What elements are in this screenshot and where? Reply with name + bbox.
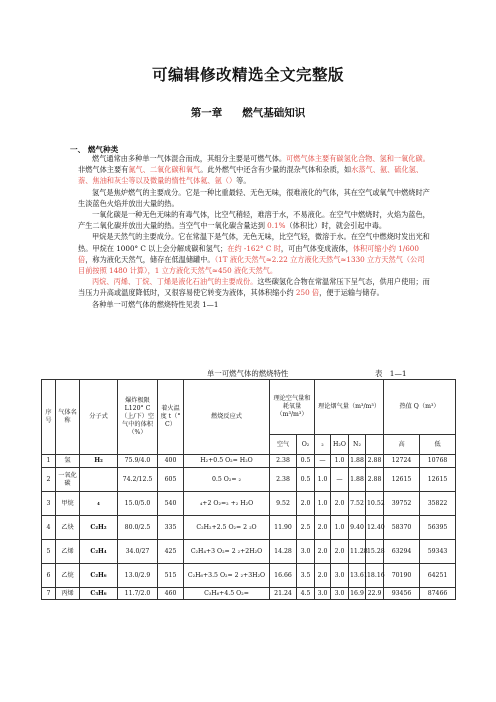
highlighted-text: （1T 液化天然气≈2.22 立方液化天然气≈1330 立方天然气（公司目前按照 1480 计算），1 立方液化天然气≈450 液化天然气。 xyxy=(78,254,425,276)
cell-value: 12724 xyxy=(384,455,420,468)
table-caption-title: 单一可燃气体的燃烧特性 xyxy=(207,369,289,378)
subheader-o2: O₂ xyxy=(297,435,315,455)
cell-value: 3.0 xyxy=(315,588,331,600)
cell-reaction: 0.5 O₂= ₂ xyxy=(184,468,270,492)
cell-value: 2.38 xyxy=(270,468,297,492)
cell-value: 11.28 xyxy=(349,540,366,564)
section-heading: 一、 燃气种类 xyxy=(70,145,119,154)
cell-value: 2.0 xyxy=(331,492,349,516)
subheader-total xyxy=(366,435,384,455)
body-text xyxy=(78,153,430,310)
cell-value: 1.88 xyxy=(349,455,366,468)
cell-value: 15.28 xyxy=(366,540,384,564)
body-paragraph xyxy=(78,187,430,209)
cell-value: 0.5 xyxy=(297,455,315,468)
cell-value: 1.0 xyxy=(315,468,331,492)
cell-value: 7.52 xyxy=(349,492,366,516)
cell-explosion-limit: 34.0/27 xyxy=(118,540,158,564)
body-paragraph xyxy=(78,153,430,187)
paragraph-text: 这些碳氢化合物在常温常压下呈气态，供用户使用；而当压力升高或温度降低时，又很容易使它转变为液体，其体积缩小约 xyxy=(78,277,430,298)
cell-formula: ₄ xyxy=(80,492,118,516)
subheader-co2: ₂ xyxy=(315,435,331,455)
cell-gas-name: 乙烷 xyxy=(56,564,80,588)
cell-seq: 4 xyxy=(42,516,56,540)
cell-formula: C₂H₂ xyxy=(80,516,118,540)
header-theory-flue: 理论烟气量（m³/m³） xyxy=(315,380,384,435)
cell-value: 35822 xyxy=(420,492,456,516)
chapter-number: 第一章 xyxy=(190,107,223,119)
cell-value: 1.0 xyxy=(315,492,331,516)
gas-properties-table xyxy=(41,379,456,600)
cell-ignition-temp: 425 xyxy=(158,540,184,564)
cell-ignition-temp: 335 xyxy=(158,516,184,540)
cell-value: 10768 xyxy=(420,455,456,468)
cell-value: 59343 xyxy=(420,540,456,564)
chapter-heading xyxy=(0,105,496,120)
cell-explosion-limit: 11.7/2.0 xyxy=(118,588,158,600)
chapter-title: 燃气基础知识 xyxy=(242,107,306,119)
table-row xyxy=(42,516,456,540)
highlighted-text: 250 倍 xyxy=(295,288,320,298)
cell-gas-name: 丙烯 xyxy=(56,588,80,600)
highlighted-text: 0.1% xyxy=(267,221,286,231)
cell-seq: 7 xyxy=(42,588,56,600)
subheader-air: 空气 xyxy=(270,435,297,455)
paragraph-text: 一氧化碳是一种无色无味的有毒气体，比空气稍轻，难溶于水，不易液化。在空气中燃烧时，火焰为蓝色，产生二氧化碳并放出大量的热。当空气中一氧化碳含量达到 xyxy=(78,210,430,231)
cell-gas-name: 乙炔 xyxy=(56,516,80,540)
header-explosion-limit: 爆炸极限 L120° C（上/下）空气中的体积（%） xyxy=(118,380,158,455)
cell-value: 9.40 xyxy=(349,516,366,540)
subheader-n2: N₂ xyxy=(349,435,366,455)
cell-gas-name: 乙烯 xyxy=(56,540,80,564)
cell-explosion-limit: 74.2/12.5 xyxy=(118,468,158,492)
paragraph-text: （体积比）时，就会引起中毒。 xyxy=(285,221,387,231)
cell-ignition-temp: 540 xyxy=(158,492,184,516)
subheader-h2o: H₂O xyxy=(331,435,349,455)
cell-value: 12.40 xyxy=(366,516,384,540)
cell-reaction: C₂H₂+2.5 O₂= 2 ₂O xyxy=(184,516,270,540)
cell-reaction: C₂H₄+3 O₂= 2 ₂+2H₂O xyxy=(184,540,270,564)
cell-value: 70190 xyxy=(384,564,420,588)
header-seq: 序号 xyxy=(42,380,56,455)
cell-value: 16.9 xyxy=(349,588,366,600)
cell-value: 2.0 xyxy=(315,564,331,588)
cell-formula: C₂H₆ xyxy=(80,564,118,588)
table-row xyxy=(42,540,456,564)
paragraph-text: ，便于运输与储存。 xyxy=(319,288,384,298)
header-reaction: 燃烧反应式 xyxy=(184,380,270,455)
cell-explosion-limit: 75.9/4.0 xyxy=(118,455,158,468)
cell-gas-name: 氢 xyxy=(56,455,80,468)
cell-seq: 2 xyxy=(42,468,56,492)
paragraph-text: 等。 xyxy=(236,176,251,186)
cell-value: 93456 xyxy=(384,588,420,600)
cell-formula xyxy=(80,468,118,492)
cell-value: 21.24 xyxy=(270,588,297,600)
cell-value: 22.9 xyxy=(366,588,384,600)
cell-value: 16.66 xyxy=(270,564,297,588)
paragraph-text: 燃气通常由多种单一气体混合而成，其组分主要是可燃气体。 xyxy=(92,154,287,163)
highlighted-text: 水蒸气、氨、硫化氢、萘、焦油和灰尘等以及微量的惰性气体氦、氩（） xyxy=(78,165,424,186)
table-row xyxy=(42,455,456,468)
cell-value: 12615 xyxy=(384,468,420,492)
header-ignition-temp: 着火温度 t（° C） xyxy=(158,380,184,455)
highlighted-text: 体积可缩小约 1/600 倍 xyxy=(78,243,419,264)
cell-value: 1.88 xyxy=(349,468,366,492)
cell-explosion-limit: 80.0/2.5 xyxy=(118,516,158,540)
cell-explosion-limit: 13.0/2.9 xyxy=(118,564,158,588)
paragraph-text: ，称为液化天然气，储存在低温储罐中。 xyxy=(85,254,215,264)
cell-value: 9.52 xyxy=(270,492,297,516)
cell-reaction: C₂H₆+3.5 O₂= 2 ₂+3H₂O xyxy=(184,564,270,588)
cell-value: 2.88 xyxy=(366,468,384,492)
paragraph-text: 。此外燃气中还含有少量的混杂气体和杂质，如 xyxy=(200,165,352,175)
cell-value: 87466 xyxy=(420,588,456,600)
cell-explosion-limit: 15.0/5.0 xyxy=(118,492,158,516)
cell-value: 2.0 xyxy=(315,540,331,564)
cell-value: 11.90 xyxy=(270,516,297,540)
header-theory-air: 理论空气量和耗氧量（m³/m³） xyxy=(270,380,315,435)
table-row xyxy=(42,492,456,516)
cell-seq: 5 xyxy=(42,540,56,564)
cell-value: 12615 xyxy=(420,468,456,492)
cell-reaction: H₂+0.5 O₂= H₂O xyxy=(184,455,270,468)
cell-formula: C₂H₄ xyxy=(80,540,118,564)
subheader-low: 低 xyxy=(420,435,456,455)
cell-value: 2.88 xyxy=(366,455,384,468)
cell-value: 14.28 xyxy=(270,540,297,564)
cell-formula: C₃H₆ xyxy=(80,588,118,600)
header-gas-name: 气体名称 xyxy=(56,380,80,455)
cell-seq: 3 xyxy=(42,492,56,516)
cell-value: 3.5 xyxy=(297,564,315,588)
cell-ignition-temp: 605 xyxy=(158,468,184,492)
cell-reaction: ₄+2 O₂=₂ +₂ H₂O xyxy=(184,492,270,516)
cell-gas-name: 一氧化碳 xyxy=(56,468,80,492)
cell-ignition-temp: 515 xyxy=(158,564,184,588)
cell-seq: 1 xyxy=(42,455,56,468)
cell-value: 56395 xyxy=(420,516,456,540)
cell-value: 63294 xyxy=(384,540,420,564)
table-row xyxy=(42,564,456,588)
document-title: 可编辑修改精选全文完整版 xyxy=(151,65,344,84)
paragraph-text: ，可由气体变成液体， xyxy=(280,243,353,253)
body-paragraph xyxy=(78,209,430,231)
cell-value: 0.5 xyxy=(297,468,315,492)
cell-value: 1.0 xyxy=(331,516,349,540)
highlighted-text: 氮气、二氧化碳和氧气 xyxy=(128,165,201,175)
cell-value: 3.0 xyxy=(331,588,349,600)
paragraph-text: 各种单一可燃气体的燃烧特性见表 1—1 xyxy=(92,299,219,309)
cell-value: 58370 xyxy=(384,516,420,540)
paragraph-text: 非燃气体主要有 xyxy=(78,165,129,175)
table-caption-number: 表 1—1 xyxy=(375,369,407,378)
subheader-high: 高 xyxy=(384,435,420,455)
highlighted-text: 丙烷、丙烯、丁烷、丁烯是液化石油气的主要成份。 xyxy=(92,277,258,287)
cell-value: 2.0 xyxy=(331,540,349,564)
cell-value: 1.0 xyxy=(331,455,349,468)
cell-value: 2.38 xyxy=(270,455,297,468)
cell-value: 4.5 xyxy=(297,588,315,600)
body-paragraph xyxy=(78,299,430,310)
cell-value: 3.0 xyxy=(331,564,349,588)
cell-formula: H₂ xyxy=(80,455,118,468)
header-heat-value: 热值 Q（m³） xyxy=(384,380,456,435)
cell-value: 3.0 xyxy=(297,540,315,564)
cell-gas-name: 甲烷 xyxy=(56,492,80,516)
cell-ignition-temp: 460 xyxy=(158,588,184,600)
body-paragraph xyxy=(78,231,430,276)
header-formula: 分子式 xyxy=(80,380,118,455)
body-paragraph xyxy=(78,276,430,298)
paragraph-text: 氢气是焦炉燃气的主要成分。它是一种比重最轻、无色无味，很难液化的气体，其在空气或氧气中燃烧时产生淡蓝色火焰并放出大量的热。 xyxy=(78,187,430,208)
highlighted-text: 在约 -162° C 时 xyxy=(227,243,281,253)
table-row xyxy=(42,468,456,492)
cell-seq: 6 xyxy=(42,564,56,588)
cell-ignition-temp: 400 xyxy=(158,455,184,468)
cell-value: 10.52 xyxy=(366,492,384,516)
cell-value: 18.16 xyxy=(366,564,384,588)
cell-value: — xyxy=(331,468,349,492)
table-row xyxy=(42,588,456,600)
highlighted-text: 可燃气体主要有碳氢化合物、氢和一氧化碳。 xyxy=(286,154,430,163)
cell-value: 2.5 xyxy=(297,516,315,540)
cell-value: — xyxy=(315,455,331,468)
cell-reaction: C₃H₆+4.5 O₂= xyxy=(184,588,270,600)
cell-value: 2.0 xyxy=(315,516,331,540)
cell-value: 13.61 xyxy=(349,564,366,588)
cell-value: 39752 xyxy=(384,492,420,516)
cell-value: 2.0 xyxy=(297,492,315,516)
paragraph-text: 甲烷是天然气的主要成分。它在常温下是气体，无色无味，比空气轻，微溶于水。在空气中燃烧时发出光和热。甲烷在 1000° C 以上会分解成碳和氢气； xyxy=(78,232,430,253)
cell-value: 64251 xyxy=(420,564,456,588)
